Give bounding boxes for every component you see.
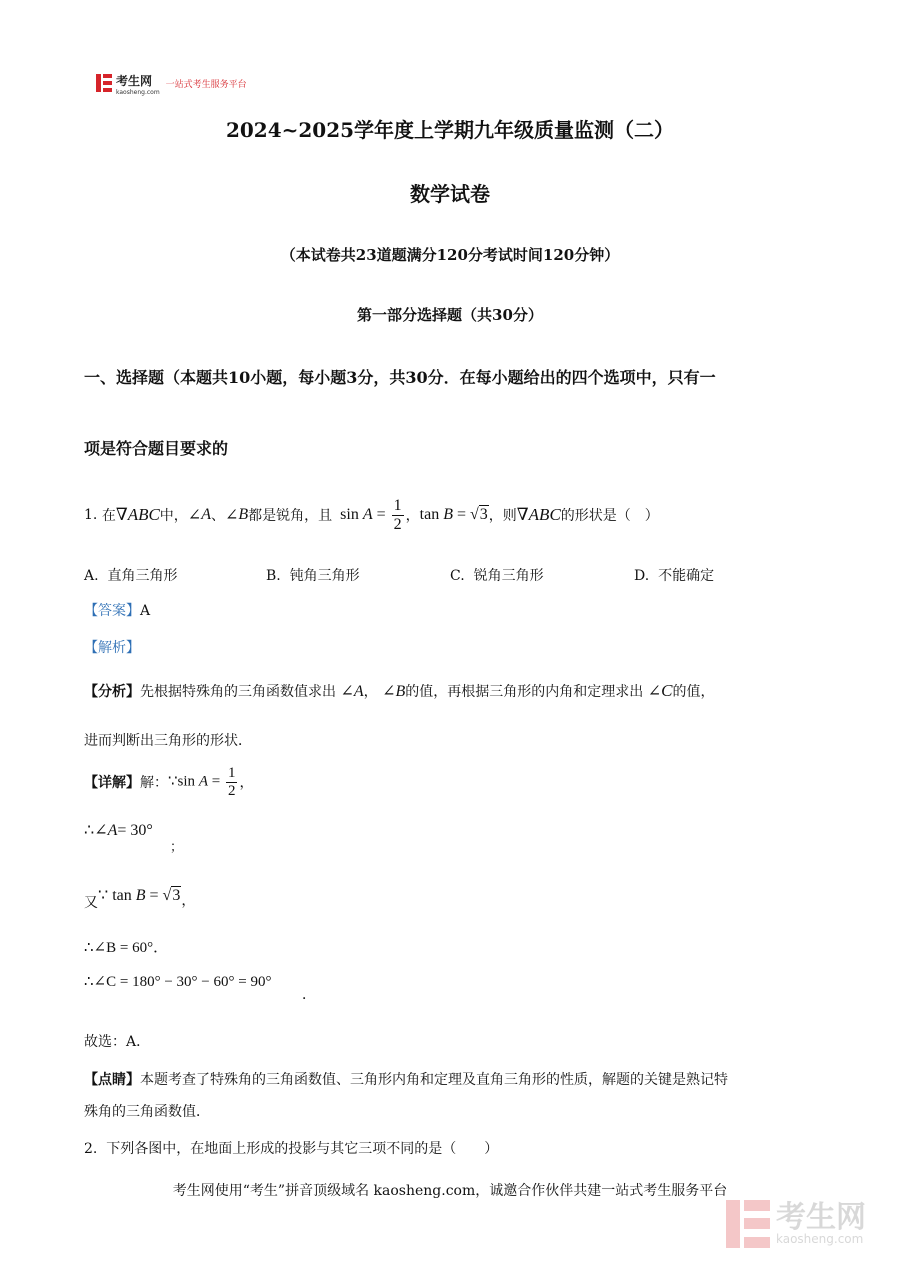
tan-b-expression: tan B = √3 <box>419 506 488 523</box>
fenxi-paragraph: 【分析】先根据特殊角的三角函数值求出 ∠A， ∠B的值，再根据三角形的内角和定理求出 ∠C的值， <box>84 681 715 700</box>
watermark-name: 考生网 <box>776 1200 866 1235</box>
section-heading-cont: 项是符合题目要求的 <box>84 439 229 458</box>
logo-domain: kaosheng.com <box>116 89 160 96</box>
exam-subtitle: 数学试卷 <box>410 182 490 206</box>
xiangjie-step-5: ∴∠C = 180° − 30° − 60° = 90° <box>84 974 272 990</box>
xiangjie-step-1: 【详解】 解： ∵sin A = $\frac{1}{2}$ ， <box>84 765 254 799</box>
answer-value: A <box>140 603 151 619</box>
question-number: 1. <box>84 507 98 523</box>
header-logo <box>96 72 247 94</box>
question-1-stem: 1. 在 ∇ ABC 中， ∠ A 、 ∠ B 都是锐角，且 sin A = $\frac{1}{2}$ ， tan B = √3 ，则 ∇ ABC 的形状是（ ） <box>84 496 659 533</box>
xiangjie-step-2: ∴∠A= 30° <box>84 822 153 839</box>
section-heading: 一、选择题（本题共10小题，每小题3分，共30分．在每小题给出的四个选项中，只有一 <box>84 368 716 387</box>
dianjing-paragraph: 【点睛】本题考查了特殊角的三角函数值、三角形内角和定理及直角三角形的性质，解题的关键是熟记特 <box>84 1072 728 1088</box>
analysis-tag: 【解析】 <box>84 640 140 656</box>
dianjing-paragraph-cont: 殊角的三角函数值． <box>84 1104 210 1120</box>
sin-a-expression: sin A = $\frac{1}{2}$ <box>340 496 402 533</box>
semicolon-mark: ； <box>170 840 184 855</box>
question-number: 2. <box>84 1141 98 1157</box>
option-a: A. 直角三角形 <box>84 568 178 584</box>
exam-title: 2024~2025学年度上学期九年级质量监测（二） <box>225 118 675 142</box>
exam-info: （本试卷共23道题满分120分考试时间120分钟） <box>280 246 620 264</box>
option-b: B. 钝角三角形 <box>266 568 360 584</box>
part-title: 第一部分选择题（共30分） <box>357 306 543 324</box>
final-choice: 故选：A． <box>84 1034 151 1050</box>
answer-tag: 【答案】 <box>84 603 140 619</box>
watermark-logo <box>726 1200 866 1248</box>
footer-text: 考生网使用“考生”拼音顶级域名 kaosheng.com，诚邀合作伙伴共建一站式考生服务平台 <box>172 1183 728 1199</box>
question-2-stem: 2. 下列各图中，在地面上形成的投影与其它三项不同的是（ ） <box>84 1141 499 1157</box>
logo-name: 考生网 <box>116 74 153 88</box>
answer-line <box>84 600 150 620</box>
step-5-period: ． <box>302 987 316 1003</box>
option-c: C. 锐角三角形 <box>450 568 544 584</box>
triangle-symbol: ∇ <box>115 505 128 524</box>
fenxi-paragraph-cont: 进而判断出三角形的形状． <box>84 733 252 749</box>
xiangjie-step-4: ∴∠B = 60°． <box>84 940 169 956</box>
watermark-domain: kaosheng.com <box>776 1232 864 1246</box>
xiangjie-step-3: 又 ∵ tan B = √3 ， <box>84 887 196 911</box>
logo-slogan: 一站式考生服务平台 <box>165 79 247 90</box>
kaosheng-watermark-icon <box>726 1200 770 1248</box>
option-d: D. 不能确定 <box>634 568 715 584</box>
kaosheng-logo-icon <box>96 74 112 92</box>
